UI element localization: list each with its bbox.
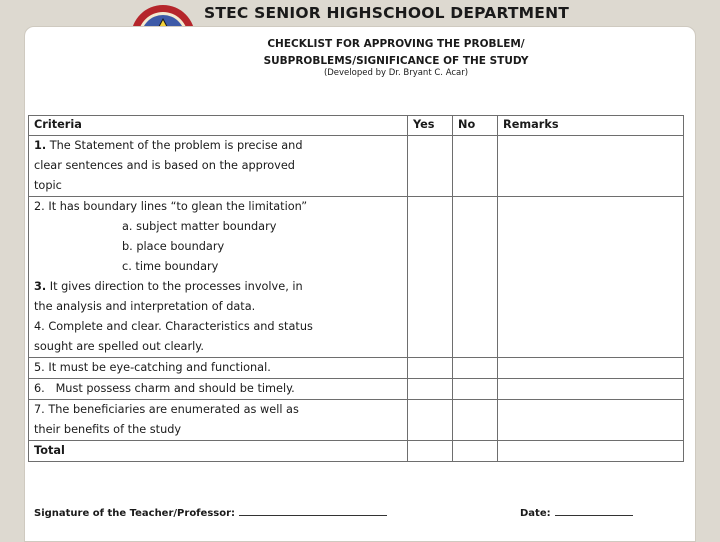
- criteria-header: Criteria: [29, 116, 408, 136]
- remarks-cell[interactable]: [498, 197, 684, 358]
- no-cell[interactable]: [453, 400, 498, 441]
- criteria-text: their benefits of the study: [34, 423, 182, 436]
- date-label: Date:: [520, 508, 551, 519]
- criteria-text: Must possess charm and should be timely.: [55, 382, 295, 395]
- criteria-cell: [29, 400, 408, 441]
- checklist-title-line: SUBPROBLEMS/SIGNIFICANCE OF THE STUDY: [263, 55, 529, 67]
- no-total-cell[interactable]: [453, 441, 498, 462]
- criteria-text: The beneficiaries are enumerated as well as: [48, 403, 299, 416]
- criteria-text: Complete and clear. Characteristics and status: [48, 320, 313, 333]
- item-number: 1.: [34, 139, 47, 152]
- item-number: 6.: [34, 382, 45, 395]
- criteria-cell: [29, 379, 408, 400]
- no-cell[interactable]: [453, 358, 498, 379]
- remarks-cell[interactable]: [498, 379, 684, 400]
- signature-label: Signature of the Teacher/Professor:: [34, 508, 236, 519]
- criteria-text: It must be eye-catching and functional.: [48, 361, 271, 374]
- remarks-cell[interactable]: [498, 358, 684, 379]
- signature-line[interactable]: [239, 506, 387, 516]
- item-number: 2.: [34, 200, 45, 213]
- yes-cell[interactable]: [408, 358, 453, 379]
- table-row: [29, 400, 684, 441]
- item-number: 5.: [34, 361, 45, 374]
- total-label: Total: [29, 441, 408, 462]
- criteria-text: The Statement of the problem is precise and: [49, 139, 303, 152]
- criteria-text: sought are spelled out clearly.: [34, 340, 204, 353]
- no-cell[interactable]: [453, 379, 498, 400]
- table-row: [29, 379, 684, 400]
- criteria-cell: [29, 358, 408, 379]
- no-cell[interactable]: [453, 197, 498, 358]
- checklist-title-line: CHECKLIST FOR APPROVING THE PROBLEM/: [267, 38, 525, 50]
- no-header: No: [453, 116, 498, 136]
- signature-row: [34, 506, 654, 519]
- remarks-cell[interactable]: [498, 136, 684, 197]
- checklist-title: [206, 36, 586, 70]
- item-number: 3.: [34, 280, 47, 293]
- criteria-text: It gives direction to the processes involve, in: [49, 280, 303, 293]
- remarks-header: Remarks: [498, 116, 684, 136]
- yes-total-cell[interactable]: [408, 441, 453, 462]
- sub-criteria-text: c. time boundary: [122, 260, 219, 273]
- yes-cell[interactable]: [408, 400, 453, 441]
- yes-cell[interactable]: [408, 379, 453, 400]
- table-header-row: [29, 116, 684, 136]
- criteria-cell: [29, 136, 408, 197]
- criteria-text: the analysis and interpretation of data.: [34, 300, 256, 313]
- school-title: STEC SENIOR HIGHSCHOOL DEPARTMENT: [204, 4, 570, 22]
- date-line[interactable]: [555, 506, 633, 516]
- criteria-cell: [29, 197, 408, 358]
- total-row: [29, 441, 684, 462]
- no-cell[interactable]: [453, 136, 498, 197]
- yes-cell[interactable]: [408, 136, 453, 197]
- item-number: 7.: [34, 403, 45, 416]
- remarks-total-cell[interactable]: [498, 441, 684, 462]
- item-number: 4.: [34, 320, 45, 333]
- yes-cell[interactable]: [408, 197, 453, 358]
- table-row: [29, 197, 684, 358]
- yes-header: Yes: [408, 116, 453, 136]
- remarks-cell[interactable]: [498, 400, 684, 441]
- criteria-table: [28, 115, 684, 462]
- sub-criteria-text: b. place boundary: [122, 240, 225, 253]
- developed-by-note: (Developed by Dr. Bryant C. Acar): [323, 68, 469, 78]
- sub-criteria-text: a. subject matter boundary: [122, 220, 277, 233]
- criteria-text: topic: [34, 179, 62, 192]
- table-row: [29, 136, 684, 197]
- criteria-text: It has boundary lines “to glean the limitation”: [48, 200, 308, 213]
- table-row: [29, 358, 684, 379]
- criteria-text: clear sentences and is based on the approved: [34, 159, 295, 172]
